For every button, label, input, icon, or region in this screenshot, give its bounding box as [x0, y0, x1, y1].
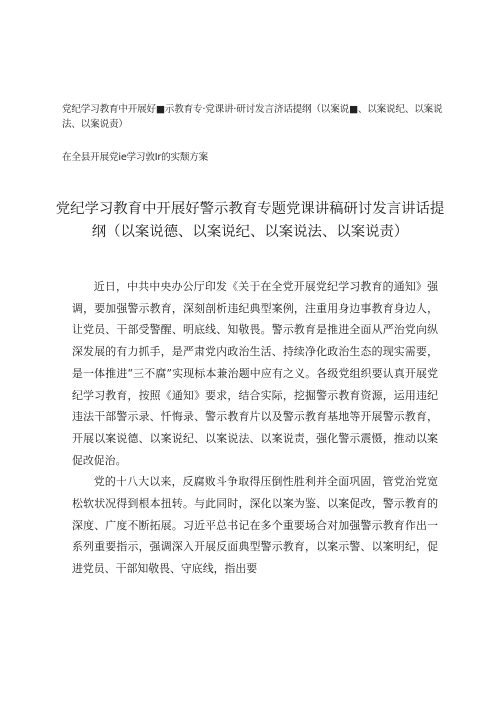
header-title: 党纪学习教育中开展好■示教育专·党课讲·研讨发言济话提纲（以案说■、以案说纪、以案说法、以案说责） [62, 104, 443, 130]
paragraph: 党的十八大以来，反腐败斗争取得压倒性胜利并全面巩固，管党治党宽松软状况得到根本扭转。与此同时，深化以案为鉴、以案促改，警示教育的深度、广度不断拓展。习近平总书记在多个重要场合对加强警示教育作出一系列重要指示，强调深入开展反面典型警示教育，以案示警、以案明纪，促进党员、干部知敬畏、守底线，指出要 [72, 475, 438, 576]
document-title: 党纪学习教育中开展好警示教育专题党课讲稿研讨发言讲话提纲（以案说德、以案说纪、以案说法、以案说责） [55, 201, 445, 240]
paragraph: 近日，中共中央办公厅印发《关于在全党开展党纪学习教育的通知》强调，要加强警示教育，深刻剖析违纪典型案例，注重用身边事教育身边人，让党员、干部受警醒、明底线、知敬畏。警示教育是推进全面从严治党向纵深发展的有力抓手，是严肃党内政治生活、持续净化政治生态的现实需要，是一体推进“三不腐”实现标本兼治题中应有之义。各级党组织要认真开展党纪学习教育，按照《通知》要求，结合实际，挖掘警示教育资源，运用违纪违法干部警示录、忏悔录、警示教育片以及警示教育基地等开展警示教育，开展以案说德、以案说纪、以案说法、以案说责，强化警示震慑，推动以案促改促治。 [72, 280, 438, 467]
document-body [72, 276, 438, 580]
header-subtitle: 在全县开展党ie学习敦Ir的实颓方案 [62, 152, 209, 163]
